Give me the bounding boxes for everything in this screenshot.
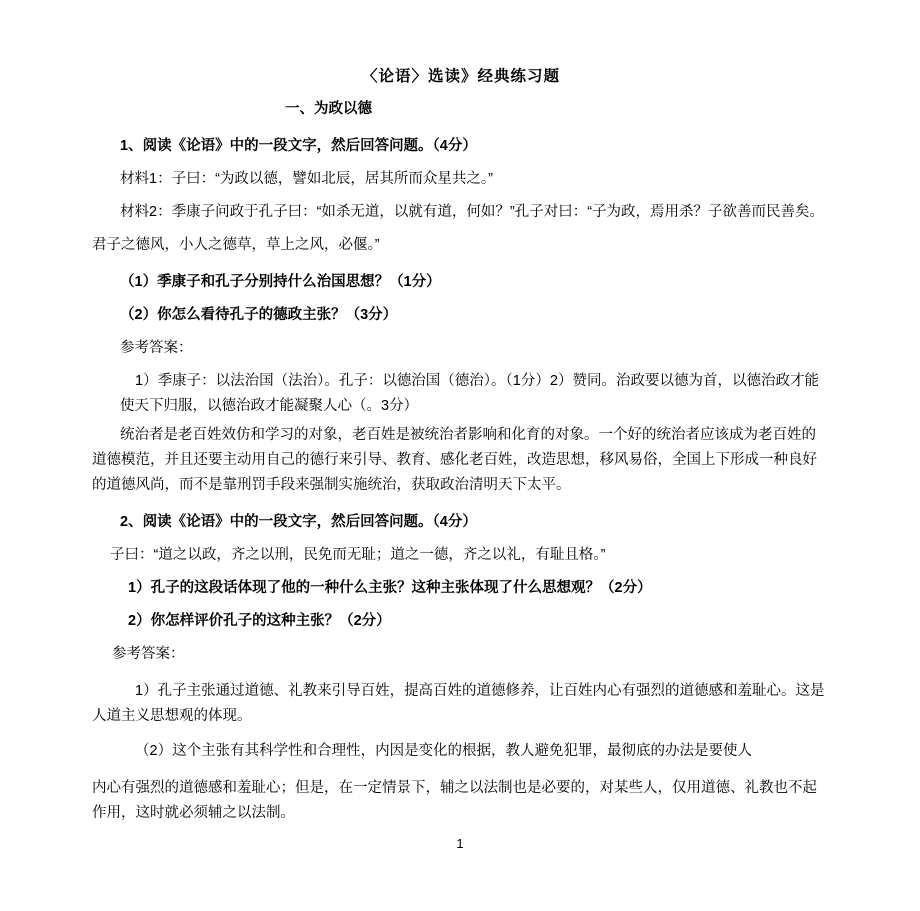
- material-1-text: 材料1：子曰：“为政以德，譬如北辰，居其所而众星共之。”: [120, 171, 493, 187]
- answer-2-part-1: 1）孔子主张通过道德、礼教来引导百姓，提高百姓的道德修养，让百姓内心有强烈的道德感和羞耻心。这是人道主义思想观的体现。: [92, 683, 825, 724]
- material-2-text: 材料2：季康子问政于孔子曰：“如杀无道，以就有道，何如？”孔子对曰：“子为政，焉用杀？子欲善而民善矣。君子之德风，小人之德草，草上之风，必偃。”: [92, 204, 825, 253]
- question-1: 1、阅读《论语》中的一段文字，然后回答问题。（4分）: [120, 138, 477, 154]
- answer-2-part-2-rest: 内心有强烈的道德感和羞耻心；但是，在一定情景下，辅之以法制也是必要的，对某些人，仅用道德、礼教也不起作用，这时就必须辅之以法制。: [92, 780, 817, 821]
- page-number: 1: [456, 836, 464, 851]
- section-heading: 一、为政以德: [285, 101, 372, 117]
- question-2: 2、阅读《论语》中的一段文字，然后回答问题。（4分）: [120, 514, 477, 530]
- question-2-sub-1: 1）孔子的这段话体现了他的一种什么主张？这种主张体现了什么思想观？（2分）: [128, 580, 652, 596]
- answer-2-part-2-line-1: （2）这个主张有其科学性和合理性，内因是变化的根据，教人避免犯罪，最彻底的办法是要使人: [135, 743, 753, 759]
- reference-answer-label-2: 参考答案：: [112, 646, 185, 662]
- answer-1-text: 1）季康子：以法治国（法治）。孔子：以德治国（德治）。（1分）2）赞同。治政要以德为首，以德治政才能使天下归服，以德治政才能凝聚人心（。3分）: [120, 373, 819, 414]
- analects-quote: 子曰：“道之以政，齐之以刑，民免而无耻；道之一德，齐之以礼，有耻且格。”: [110, 547, 606, 563]
- question-1-sub-2: （2）你怎么看待孔子的德政主张？（3分）: [120, 307, 398, 323]
- question-1-sub-1: （1）季康子和孔子分别持什么治国思想？（1分）: [120, 274, 441, 290]
- commentary-paragraph: 统治者是老百姓效仿和学习的对象，老百姓是被统治者影响和化育的对象。一个好的统治者应该成为老百姓的道德模范，并且还要主动用自己的德行来引导、教育、感化老百姓，改造思想，移风易俗，全国上下形成一种良好的道德风尚，而不是靠刑罚手段来强制实施统治，获取政治清明天下太平。: [92, 427, 817, 493]
- question-2-sub-2: 2）你怎样评价孔子的这种主张？（2分）: [128, 613, 391, 629]
- document-title: 〈论语〉选读》经典练习题: [361, 68, 560, 85]
- reference-answer-label-1: 参考答案：: [120, 340, 193, 356]
